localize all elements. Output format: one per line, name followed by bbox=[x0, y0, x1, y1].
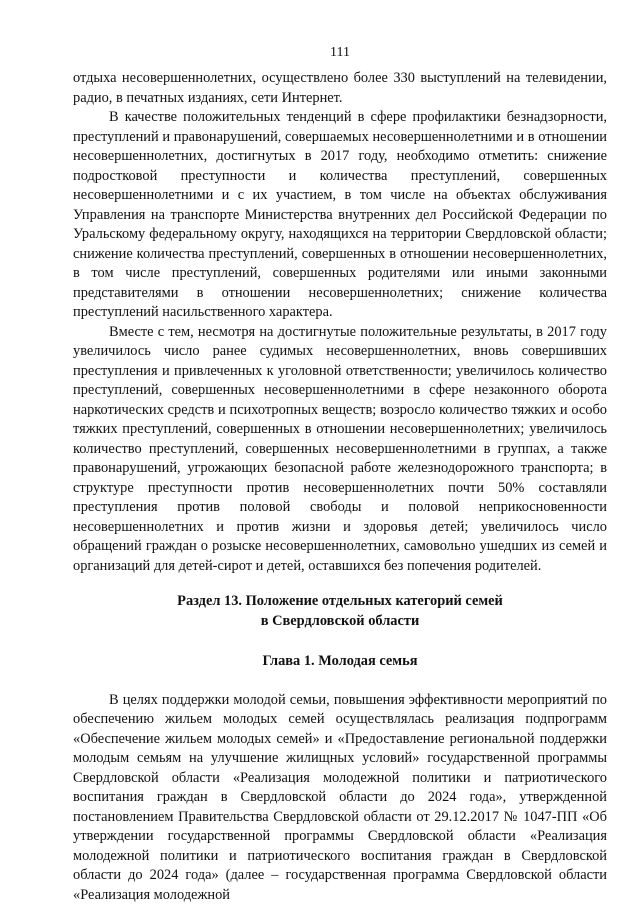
paragraph-continuation: отдыха несовершеннолетних, осуществлено более 330 выступлений на телевидении, радио, в печатных изданиях, сети Интернет. bbox=[73, 70, 607, 106]
section-heading bbox=[73, 592, 607, 631]
paragraph-negative-trends: Вместе с тем, несмотря на достигнутые положительные результаты, в 2017 году увеличилось число ранее судимых несовершеннолетних, вновь совершивших преступления и привлеченных к уголовной ответственности; увеличилось количество преступлений, совершенных несовершеннолетними в сфере незаконного оборота наркотических средств и психотропных веществ; возросло количество тяжких и особо тяжких преступлений, совершенных в отношении несовершеннолетних; увеличилось количество преступлений, совершенных несовершеннолетними в группах, а также правонарушений, угрожающих безопасной работе железнодорожного транспорта; в структуре преступности против несовершеннолетних почти 50% составляли преступления против половой свободы и половой неприкосновенности несовершеннолетних и против жизни и здоровья детей; увеличилось число обращений граждан о розыске несовершеннолетних, самовольно ушедших из семей и организаций для детей-сирот и детей, оставшихся без попечения родителей. bbox=[73, 323, 607, 574]
section-heading-line-1: Раздел 13. Положение отдельных категорий семей bbox=[177, 593, 503, 609]
paragraph-positive-trends: В качестве положительных тенденций в сфере профилактики безнадзорности, преступлений и правонарушений, совершаемых несовершеннолетними и в отношении несовершеннолетних, достигнутых в 2017 году, необходимо отметить: снижение подростковой преступности и количества преступлений, совершенных несовершеннолетними и с их участием, в том числе на объектах обслуживания Управления на транспорте Министерства внутренних дел Российской Федерации по Уральскому федеральному округу, находящихся на территории Свердловской области; снижение количества преступлений, совершенных в отношении несовершеннолетних, в том числе преступлений, совершенных родителями или иными законными представителями в отношении несовершеннолетних; снижение количества преступлений насильственного характера. bbox=[73, 109, 607, 320]
page-number: 111 bbox=[330, 45, 350, 60]
section-heading-line-2: в Свердловской области bbox=[260, 612, 420, 629]
paragraph-young-family: В целях поддержки молодой семьи, повышения эффективности мероприятий по обеспечению жильем молодых семей осуществлялась реализация подпрограмм «Обеспечение жильем молодых семей» и «Предоставление региональной поддержки молодым семьям на улучшение жилищных условий» государственной программы Свердловской области «Реализация молодежной политики и патриотического воспитания граждан в Свердловской области до 2024 года», утвержденной постановлением Правительства Свердловской области от 29.12.2017 № 1047-ПП «Об утверждении государственной программы Свердловской области «Реализация молодежной политики и патриотического воспитания граждан в Свердловской области до 2024 года» (далее – государственная программа Свердловской области «Реализация молодежной bbox=[73, 691, 607, 903]
chapter-heading: Глава 1. Молодая семья bbox=[262, 653, 418, 669]
document-page bbox=[73, 44, 607, 905]
